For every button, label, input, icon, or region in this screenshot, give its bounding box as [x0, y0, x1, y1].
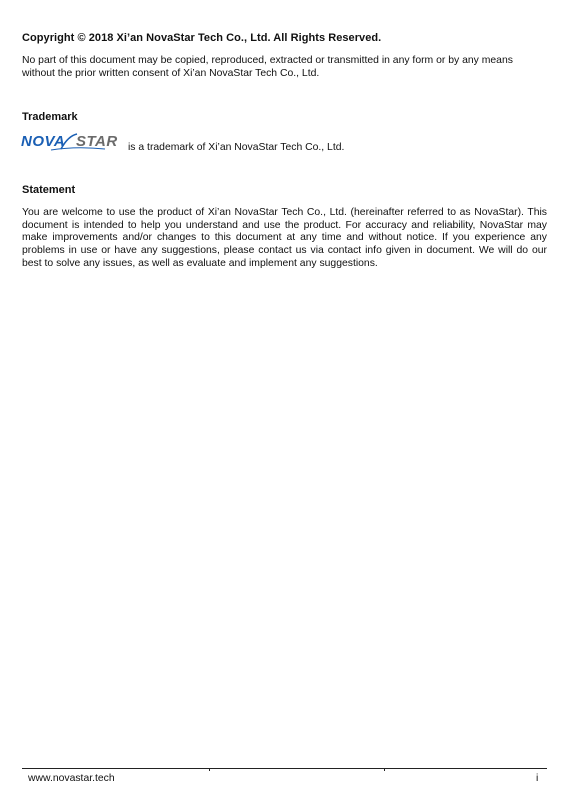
footer-rule-tick — [384, 768, 385, 771]
page-number: i — [536, 773, 539, 784]
footer-url: www.novastar.tech — [28, 773, 115, 784]
footer-rule-tick — [209, 768, 210, 771]
svg-text:NOVA: NOVA — [21, 133, 66, 150]
trademark-text: is a trademark of Xi’an NovaStar Tech Co., Ltd. — [128, 142, 345, 153]
footer-rule — [22, 768, 547, 769]
novastar-logo — [21, 132, 125, 152]
statement-body: You are welcome to use the product of Xi’an NovaStar Tech Co., Ltd. (hereinafter referred to as NovaStar). This document is intended to help you understand and use the product. For accuracy and reliability, NovaStar may make improvements and/or changes to this document at any time and without notice. If you experience any problems in use or have any suggestions, please contact us via contact info given in document. We will do our best to solve any issues, as well as evaluate and implement any suggestions. — [22, 207, 547, 269]
svg-text:STAR: STAR — [76, 133, 118, 150]
copyright-line: Copyright © 2018 Xi’an NovaStar Tech Co., Ltd. All Rights Reserved. — [22, 32, 382, 44]
statement-heading: Statement — [22, 184, 76, 196]
trademark-heading: Trademark — [22, 111, 78, 123]
copy-notice: No part of this document may be copied, reproduced, extracted or transmitted in any form or by any means without the prior written consent of Xi’an NovaStar Tech Co., Ltd. — [22, 55, 513, 79]
